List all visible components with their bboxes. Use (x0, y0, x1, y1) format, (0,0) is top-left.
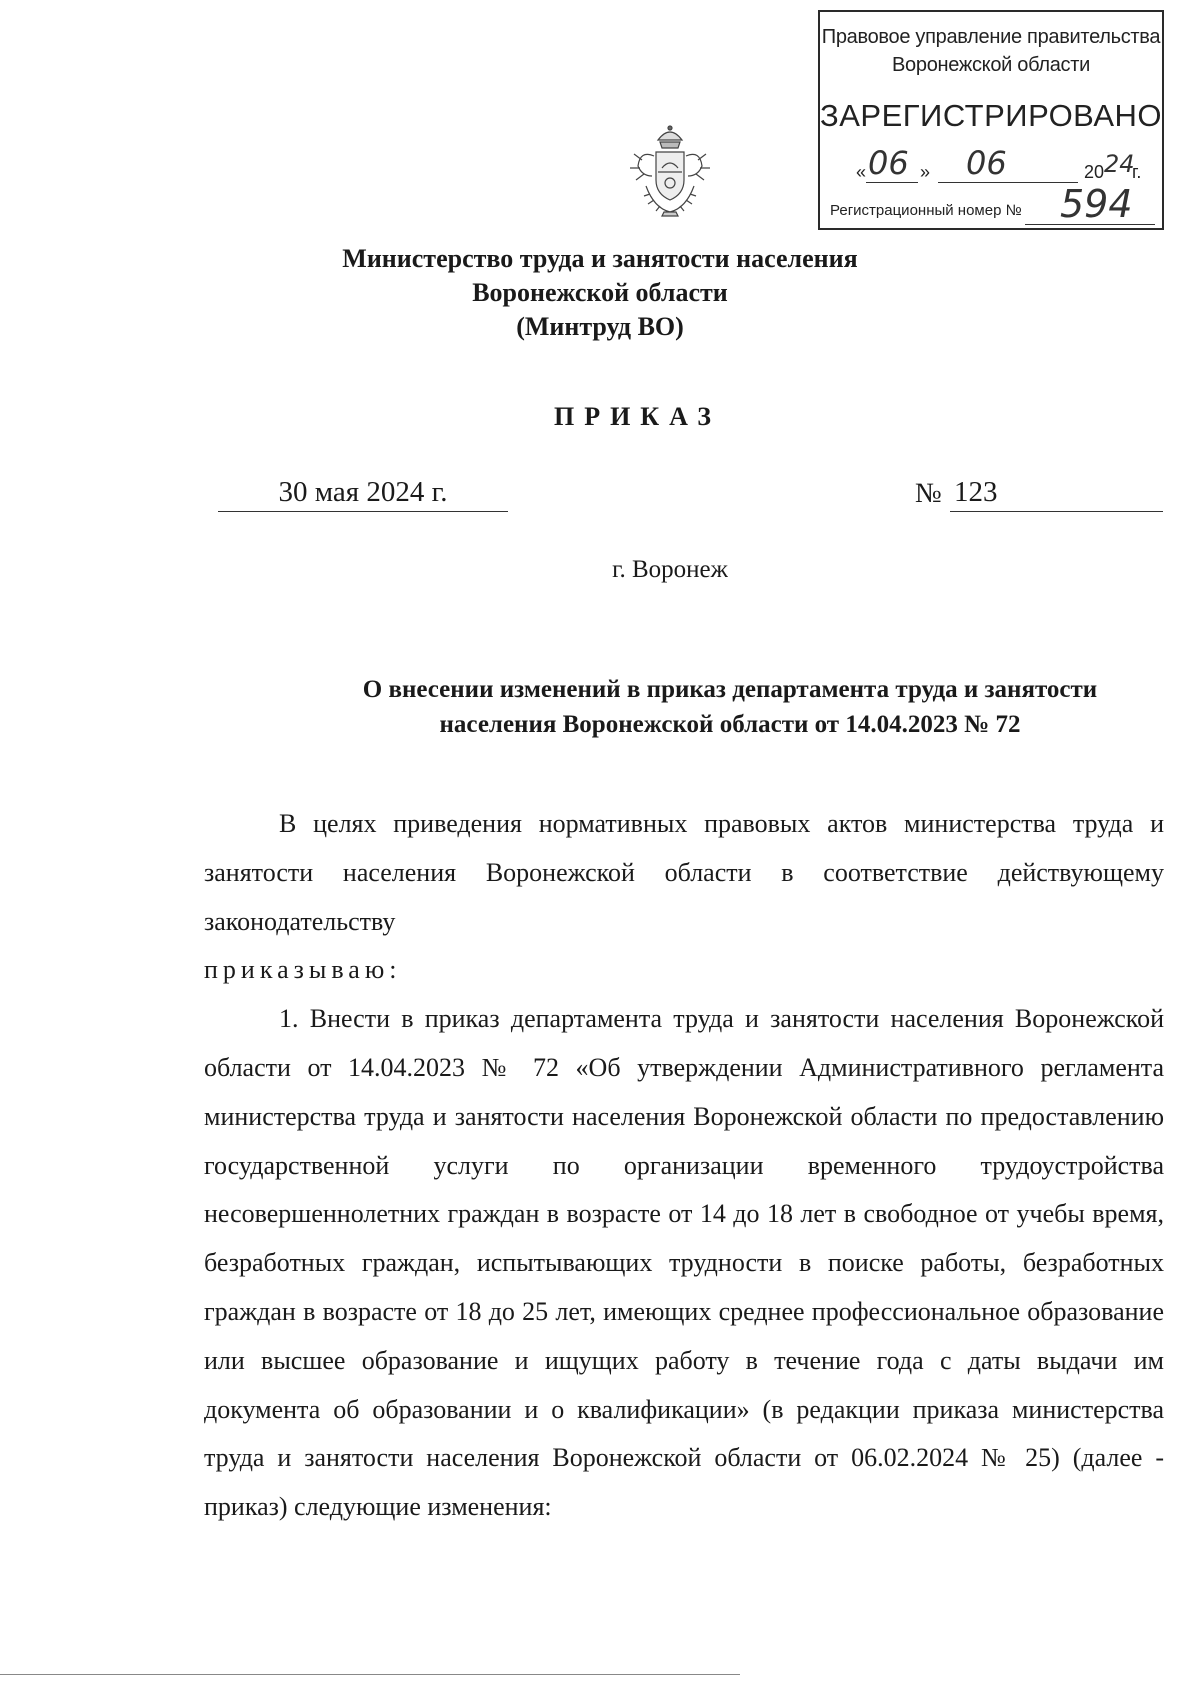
ministry-short-name: (Минтруд ВО) (516, 312, 684, 341)
stamp-quote-open: « (856, 162, 867, 182)
stamp-org-line1: Правовое управление правительства (821, 26, 1161, 48)
coat-of-arms-icon (620, 120, 720, 220)
order-subject-line2: населения Воронежской области от 14.04.2023 № 72 (439, 711, 1021, 738)
ministry-name-line1: Министерство труда и занятости населения (342, 244, 858, 273)
order-preamble: В целях приведения нормативных правовых актов министерства труда и занятости населения Воронежской области в соответствие действующему законодательству (204, 809, 1164, 936)
order-directive-word: приказываю: (204, 955, 402, 985)
order-item-1: 1. Внести в приказ департамента труда и занятости населения Воронежской области от 14.04.2023 № 72 «Об утверждении Административного регламента министерства труда и занятости населения Воронежской области по предоставлению государственной услуги по организации временного трудоустройства несовершеннолетних граждан в возрасте от 14 до 18 лет в свободное от учебы время, безработных граждан, испытывающих трудности в поиске работы, безработных граждан в возрасте от 18 до 25 лет, имеющих среднее профессиональное образование или высшее образование и ищущих работу в течение года с даты выдачи им документа об образовании и о квалификации» (в редакции приказа министерства труда и занятости населения Воронежской области от 06.02.2024 № 25) (далее - приказ) следующие изменения: (204, 1004, 1164, 1522)
stamp-quote-close: » (920, 162, 931, 182)
page-bottom-rule (0, 1674, 740, 1675)
stamp-reg-number-underline (1025, 224, 1155, 225)
stamp-reg-number-handwritten: 594 (1060, 182, 1133, 226)
order-number: 123 (950, 475, 1163, 512)
stamp-registered-label: ЗАРЕГИСТРИРОВАНО (820, 98, 1163, 133)
order-city: г. Воронеж (612, 556, 728, 583)
ministry-name-line2: Воронежской области (472, 278, 728, 307)
ministry-header (0, 242, 1200, 344)
stamp-month-handwritten: 06 (966, 144, 1007, 182)
stamp-reg-number-label: Регистрационный номер № (830, 202, 1022, 219)
stamp-year-unit: г. (1132, 162, 1142, 182)
stamp-day-handwritten: 06 (868, 144, 909, 182)
stamp-year-prefix: 20 (1084, 162, 1105, 182)
order-date: 30 мая 2024 г. (218, 475, 508, 512)
stamp-day-underline (866, 182, 918, 183)
registration-stamp (818, 10, 1164, 230)
order-subject-line1: О внесении изменений в приказ департамента труда и занятости (362, 676, 1098, 703)
order-number-label: № (915, 478, 942, 509)
stamp-month-underline (938, 182, 1078, 183)
document-type-title: ПРИКАЗ (553, 402, 722, 431)
stamp-year-handwritten: 24 (1104, 150, 1135, 178)
stamp-org-line2: Воронежской области (892, 54, 1090, 76)
order-subject (300, 672, 1160, 742)
order-body (204, 800, 1164, 1532)
